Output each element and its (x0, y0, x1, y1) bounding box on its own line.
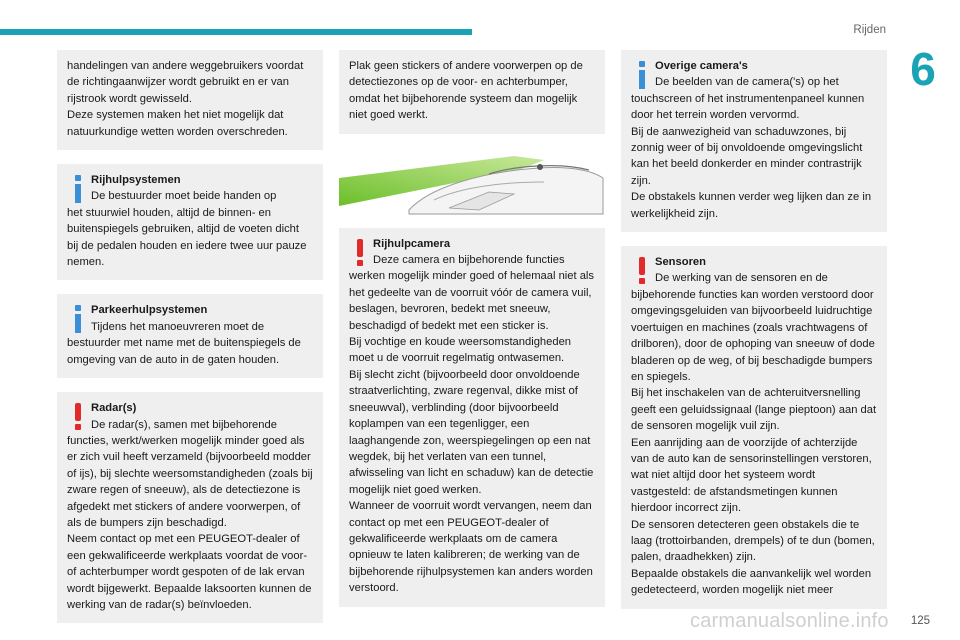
car-windshield-camera-image (339, 148, 605, 216)
radar-first-line: De radar(s), samen met bijbehorende (91, 418, 277, 431)
rijhulp-title: Rijhulpsystemen (91, 174, 181, 187)
parkeer-body: bestuurder met name met de buitenspiegels de omgeving van de auto in de gaten houden. (67, 337, 301, 366)
sensors-body: bijbehorende functies kan worden verstoord door omgevingsgeluiden van bijvoorbeeld luidruchtige voertuigen en machines (zoals vrachtwagens of drilboren), door de ophoping van sneeuw of dode bladeren op de weg, of bij beschadigde bumpers en spiegels. Bij het inschakelen van de achteruitversnelling geeft een geluidssignaal (lange pieptoon) aan dat de sensoren mogelijk vuil zijn. Een aanrijding aan de voorzijde of achterzijde van de auto kan de sensorinstellingen verstoren, wat niet altijd door het systeem wordt vastgesteld: de afstandsmetingen kunnen hierdoor incorrect zijn. De sensoren detecteren geen obstakels die te laag (trottoirbanden, drempels) of te dun (bomen, palen, draadhekken) zijn. Bepaalde obstakels die aanvankelijk wel worden gedetecteerd, worden mogelijk niet meer (631, 288, 877, 597)
rijhulp-box (57, 164, 323, 280)
sticker-box (339, 50, 605, 134)
column-2 (339, 50, 605, 621)
section-title: Rijden (853, 24, 886, 36)
camera-icon (537, 164, 543, 170)
camera-first-line: Deze camera en bijbehorende functies (373, 254, 565, 267)
parkeer-first-line: Tijdens het manoeuvreren moet de (91, 320, 265, 333)
other-cams-body: touchscreen of het instrumentenpaneel kunnen door het terrein worden vervormd. Bij de aanwezigheid van schaduwzones, bij zonnig weer of bij onvoldoende omgevingslicht kan het beeld donkerder en minder contrastrijk zijn. De obstakels kunnen verder weg lijken dan ze in werkelijkheid zijn. (631, 92, 872, 220)
sensors-title: Sensoren (655, 256, 706, 269)
intro-box (57, 50, 323, 150)
other-cams-first-line: De beelden van de camera('s) op het (655, 76, 839, 89)
parkeer-box (57, 294, 323, 378)
other-cams-box (621, 50, 887, 232)
chapter-number: 6 (910, 43, 936, 95)
warning-icon (635, 257, 649, 285)
watermark: carmanualsonline.info (690, 610, 889, 632)
info-icon (635, 61, 649, 89)
radar-body: functies, werkt/werken mogelijk minder goed als er zich vuil heeft verzameld (bijvoorbeeld modder of ijs), bij slechte weersomstandigheden (zoals bij zware regen of sneeuw), als de detectiezone is afgedekt met stickers of andere voorwerpen, of als de bumpers zijn beschadigd. Neem contact op met een PEUGEOT-dealer of een gekwalificeerde werkplaats voordat de voor- of achterbumper wordt gespoten of de lak ervan wordt bijgewerkt. Bepaalde laksoorten kunnen de werking van de radar(s) beïnvloeden. (67, 434, 313, 611)
radar-title: Radar(s) (91, 402, 137, 415)
parkeer-title: Parkeerhulpsystemen (91, 304, 208, 317)
rijhulp-first-line: De bestuurder moet beide handen op (91, 190, 277, 203)
camera-title: Rijhulpcamera (373, 237, 451, 250)
sticker-text: Plak geen stickers of andere voorwerpen op de detectiezones op de voor- en achterbumper, omdat het bijbehorende systeem dan mogelijk niet goed werkt. (349, 60, 583, 122)
rijhulp-body: het stuurwiel houden, altijd de binnen- en buitenspiegels gebruiken, altijd de voeten dicht bij de pedalen houden en iedere twee uur pauze nemen. (67, 206, 307, 269)
warning-icon (353, 239, 367, 267)
intro-text: handelingen van andere weggebruikers voordat de richtingaanwijzer wordt gebruikt en er van rijstrook wordt gewisseld. Deze systemen maken het niet mogelijk dat natuurkundige wetten worden overschreden. (67, 60, 304, 138)
info-icon (71, 305, 85, 333)
camera-box (339, 228, 605, 607)
sensors-box (621, 246, 887, 609)
column-1 (57, 50, 323, 637)
info-icon (71, 175, 85, 203)
camera-illustration (339, 148, 605, 216)
camera-body: werken mogelijk minder goed of helemaal niet als het gedeelte van de voorruit vóór de camera vuil, beslagen, bevroren, bedekt met sneeuw, beschadigd of bedekt met een sticker is. Bij vochtige en koude weersomstandigheden moet u de voorruit regelmatig ontwasemen. Bij slecht zicht (bijvoorbeeld door onvoldoende straatverlichting, zware regenval, dikke mist of sneeuwval), verblinding (door bijvoorbeeld koplampen van een tegenligger, een laaghangende zon, weerspiegelingen op een nat wegdek, bij het verlaten van een tunnel, afwisseling van licht en schaduw) kan de detectie mogelijk niet goed werken. Wanneer de voorruit wordt vervangen, neem dan contact op met een PEUGEOT-dealer of gekwalificeerde werkplaats om de camera opnieuw te laten kalibreren; de werking van de bijbehorende rijhulpsystemen kan anders worden verstoord. (349, 270, 595, 595)
radar-box (57, 392, 323, 623)
other-cams-title: Overige camera's (655, 60, 748, 72)
page-number: 125 (910, 615, 930, 627)
top-accent-rule (0, 29, 472, 35)
warning-icon (71, 403, 85, 431)
sensors-first-line: De werking van de sensoren en de (655, 272, 828, 285)
column-3 (621, 50, 887, 623)
